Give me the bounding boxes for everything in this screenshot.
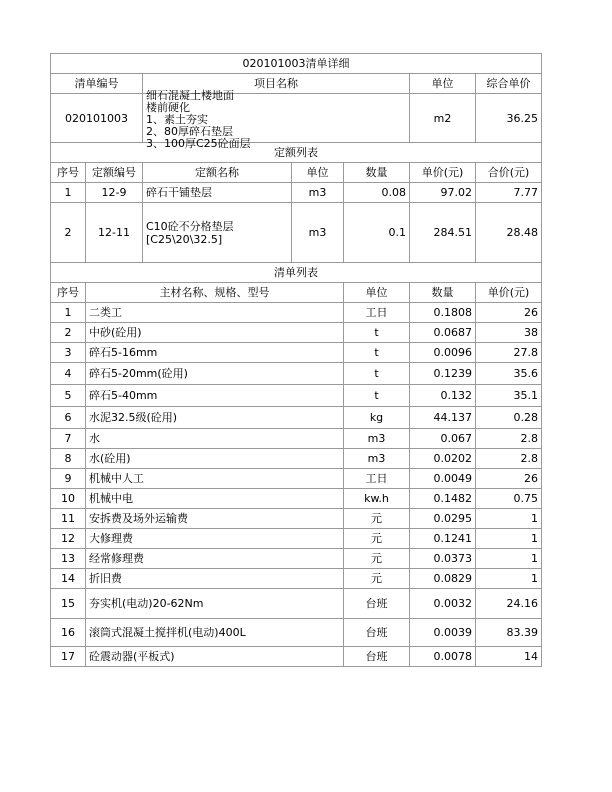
material-seq: 14 — [51, 569, 86, 589]
material-price: 1 — [476, 529, 542, 549]
quota-header-row — [51, 163, 542, 183]
quota-code: 12-9 — [86, 183, 143, 203]
material-price: 1 — [476, 569, 542, 589]
material-seq: 8 — [51, 449, 86, 469]
table-row — [51, 183, 542, 203]
quota-name-header: 定额名称 — [143, 163, 292, 183]
table-row — [51, 469, 542, 489]
bill-description — [143, 89, 410, 150]
material-unit: 元 — [344, 549, 410, 569]
material-unit: 元 — [344, 569, 410, 589]
material-qty: 0.132 — [410, 385, 476, 407]
material-price: 83.39 — [476, 619, 542, 647]
material-name: 滚筒式混凝土搅拌机(电动)400L — [86, 619, 344, 647]
material-unit: kg — [344, 407, 410, 429]
table-row — [51, 549, 542, 569]
material-seq-header: 序号 — [51, 283, 86, 303]
quota-qty-header: 数量 — [344, 163, 410, 183]
material-name: 中砂(砼用) — [86, 323, 344, 343]
bill-description-line: 3、100厚C25砼面层 — [146, 137, 251, 150]
material-seq: 15 — [51, 589, 86, 619]
material-qty: 44.137 — [410, 407, 476, 429]
material-section-title: 清单列表 — [51, 263, 542, 283]
material-name: 夯实机(电动)20-62Nm — [86, 589, 344, 619]
material-seq: 4 — [51, 363, 86, 385]
bill-detail-table — [50, 53, 542, 667]
material-price: 26 — [476, 469, 542, 489]
material-seq: 6 — [51, 407, 86, 429]
material-seq: 17 — [51, 647, 86, 667]
quota-price: 284.51 — [410, 203, 476, 263]
material-unit: t — [344, 343, 410, 363]
bill-price: 36.25 — [476, 94, 542, 143]
material-qty: 0.0202 — [410, 449, 476, 469]
material-price-header: 单价(元) — [476, 283, 542, 303]
material-qty: 0.0373 — [410, 549, 476, 569]
quota-code-header: 定额编号 — [86, 163, 143, 183]
material-unit: t — [344, 323, 410, 343]
quota-qty: 0.08 — [344, 183, 410, 203]
material-seq: 1 — [51, 303, 86, 323]
material-name: 折旧费 — [86, 569, 344, 589]
table-row — [51, 589, 542, 619]
material-unit-header: 单位 — [344, 283, 410, 303]
table-row — [51, 343, 542, 363]
material-name: 碎石5-16mm — [86, 343, 344, 363]
table-row — [51, 429, 542, 449]
table-row — [51, 303, 542, 323]
material-price: 1 — [476, 549, 542, 569]
material-unit: 工日 — [344, 303, 410, 323]
material-list — [51, 303, 542, 667]
material-price: 35.1 — [476, 385, 542, 407]
quota-price-header: 单价(元) — [410, 163, 476, 183]
table-row — [51, 529, 542, 549]
quota-total: 28.48 — [476, 203, 542, 263]
bill-unit-header: 单位 — [410, 74, 476, 94]
material-price: 35.6 — [476, 363, 542, 385]
material-qty: 0.0096 — [410, 343, 476, 363]
material-unit: 台班 — [344, 589, 410, 619]
material-seq: 7 — [51, 429, 86, 449]
quota-section-row — [51, 143, 542, 163]
quota-seq-header: 序号 — [51, 163, 86, 183]
bill-code-header: 清单编号 — [51, 74, 143, 94]
material-qty: 0.0049 — [410, 469, 476, 489]
material-price: 14 — [476, 647, 542, 667]
quota-qty: 0.1 — [344, 203, 410, 263]
bill-name-header: 项目名称 — [143, 74, 410, 94]
material-qty: 0.0829 — [410, 569, 476, 589]
quota-code: 12-11 — [86, 203, 143, 263]
bill-code: 020101003 — [51, 94, 143, 143]
table-row — [51, 407, 542, 429]
bill-description-line: 楼前硬化 — [146, 101, 190, 114]
table-row — [51, 647, 542, 667]
quota-price: 97.02 — [410, 183, 476, 203]
material-qty: 0.0078 — [410, 647, 476, 667]
bill-description-line: 2、80厚碎石垫层 — [146, 125, 233, 138]
table-title: 020101003清单详细 — [51, 54, 542, 74]
table-row — [51, 203, 542, 263]
quota-total: 7.77 — [476, 183, 542, 203]
table-row — [51, 363, 542, 385]
material-seq: 12 — [51, 529, 86, 549]
material-qty-header: 数量 — [410, 283, 476, 303]
material-qty: 0.0295 — [410, 509, 476, 529]
quota-name — [143, 203, 292, 263]
material-qty: 0.1808 — [410, 303, 476, 323]
material-name-header: 主材名称、规格、型号 — [86, 283, 344, 303]
table-row — [51, 385, 542, 407]
quota-name-line: [C25\20\32.5] — [146, 232, 223, 246]
material-name: 碎石5-40mm — [86, 385, 344, 407]
material-price: 24.16 — [476, 589, 542, 619]
material-seq: 2 — [51, 323, 86, 343]
material-price: 0.75 — [476, 489, 542, 509]
material-qty: 0.0032 — [410, 589, 476, 619]
material-unit: kw.h — [344, 489, 410, 509]
material-header-row — [51, 283, 542, 303]
material-unit: m3 — [344, 429, 410, 449]
material-qty: 0.1241 — [410, 529, 476, 549]
material-seq: 5 — [51, 385, 86, 407]
material-price: 27.8 — [476, 343, 542, 363]
material-seq: 16 — [51, 619, 86, 647]
quota-unit-header: 单位 — [292, 163, 344, 183]
bill-detail-sheet — [50, 53, 541, 667]
material-unit: 元 — [344, 529, 410, 549]
bill-row — [51, 94, 542, 143]
material-unit: 台班 — [344, 647, 410, 667]
material-qty: 0.1239 — [410, 363, 476, 385]
bill-description-line: 细石混凝土楼地面 — [146, 89, 234, 102]
material-name: 碎石5-20mm(砼用) — [86, 363, 344, 385]
material-name: 水泥32.5级(砼用) — [86, 407, 344, 429]
table-row — [51, 569, 542, 589]
material-unit: 台班 — [344, 619, 410, 647]
quota-name: 碎石干铺垫层 — [143, 183, 292, 203]
material-seq: 3 — [51, 343, 86, 363]
bill-price-header: 综合单价 — [476, 74, 542, 94]
material-section-row — [51, 263, 542, 283]
quota-name-line: C10砼不分格垫层 — [146, 219, 234, 233]
quota-section-title: 定额列表 — [51, 143, 542, 163]
material-qty: 0.0687 — [410, 323, 476, 343]
bill-description-line: 1、素土夯实 — [146, 113, 208, 126]
material-unit: 元 — [344, 509, 410, 529]
table-row — [51, 619, 542, 647]
material-name: 机械中人工 — [86, 469, 344, 489]
material-name: 砼震动器(平板式) — [86, 647, 344, 667]
bill-header-row — [51, 74, 542, 94]
quota-seq: 2 — [51, 203, 86, 263]
quota-total-header: 合价(元) — [476, 163, 542, 183]
material-seq: 9 — [51, 469, 86, 489]
quota-unit: m3 — [292, 203, 344, 263]
material-name: 水(砼用) — [86, 449, 344, 469]
material-price: 2.8 — [476, 429, 542, 449]
material-name: 经常修理费 — [86, 549, 344, 569]
table-row — [51, 489, 542, 509]
material-name: 水 — [86, 429, 344, 449]
title-row — [51, 54, 542, 74]
material-price: 38 — [476, 323, 542, 343]
material-qty: 0.067 — [410, 429, 476, 449]
material-qty: 0.0039 — [410, 619, 476, 647]
material-unit: m3 — [344, 449, 410, 469]
quota-unit: m3 — [292, 183, 344, 203]
table-row — [51, 323, 542, 343]
material-unit: t — [344, 385, 410, 407]
material-unit: t — [344, 363, 410, 385]
material-name: 安拆费及场外运输费 — [86, 509, 344, 529]
material-name: 机械中电 — [86, 489, 344, 509]
material-unit: 工日 — [344, 469, 410, 489]
material-price: 2.8 — [476, 449, 542, 469]
material-qty: 0.1482 — [410, 489, 476, 509]
material-price: 1 — [476, 509, 542, 529]
bill-unit: m2 — [410, 94, 476, 143]
material-price: 26 — [476, 303, 542, 323]
material-seq: 11 — [51, 509, 86, 529]
quota-seq: 1 — [51, 183, 86, 203]
material-name: 二类工 — [86, 303, 344, 323]
table-row — [51, 509, 542, 529]
material-price: 0.28 — [476, 407, 542, 429]
material-name: 大修理费 — [86, 529, 344, 549]
table-row — [51, 449, 542, 469]
material-seq: 13 — [51, 549, 86, 569]
material-seq: 10 — [51, 489, 86, 509]
